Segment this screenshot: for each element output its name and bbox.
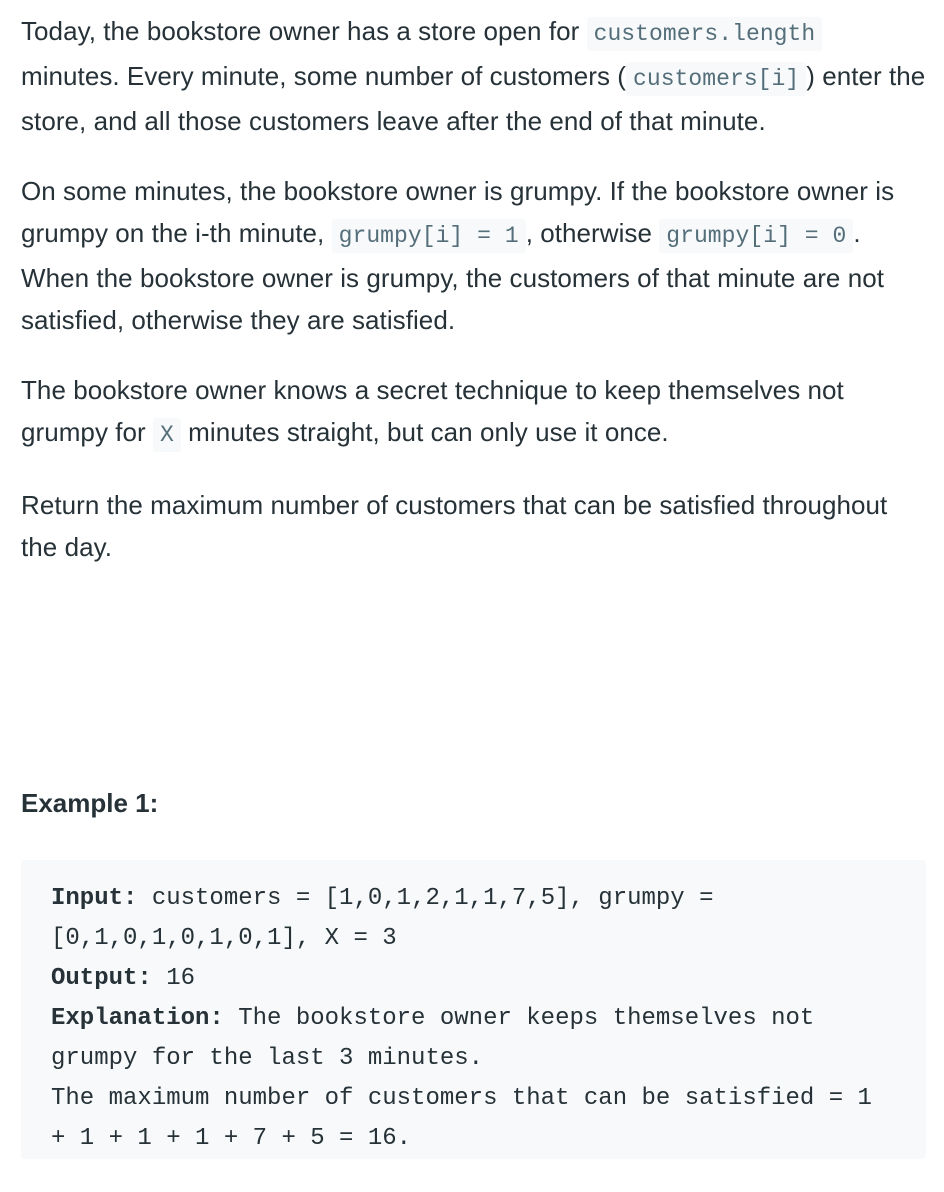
technique-paragraph xyxy=(21,369,926,456)
grumpy-paragraph xyxy=(21,170,926,341)
intro-paragraph xyxy=(21,10,926,142)
example-code-block xyxy=(21,860,926,1159)
text: Return the maximum number of customers that can be satisfied throughout the day. xyxy=(21,490,888,562)
explanation-label: Explanation: xyxy=(51,1005,224,1032)
inline-code-grumpy-0: grumpy[i] = 0 xyxy=(659,219,853,253)
text: Today, the bookstore owner has a store open for xyxy=(21,16,587,46)
return-paragraph xyxy=(21,484,926,568)
example-heading: Example 1: xyxy=(21,788,159,818)
inline-code-customers-i: customers[i] xyxy=(626,62,806,96)
text: The bookstore owner knows a secret technique to keep themselves not grumpy for xyxy=(21,375,844,447)
text: minutes. Every minute, some number of customers ( xyxy=(21,61,626,91)
output-label: Output: xyxy=(51,965,152,992)
inline-code-customers-length: customers.length xyxy=(587,17,823,51)
inline-code-grumpy-1: grumpy[i] = 1 xyxy=(332,219,526,253)
input-label: Input: xyxy=(51,885,138,912)
inline-code-x: X xyxy=(153,418,181,452)
explanation-value: The bookstore owner keeps themselves not grumpy for the last 3 minutes. The maximum number of customers that can be satisfied = 1 + 1 + 1 + 1 + 7 + 5 = 16. xyxy=(51,1005,872,1152)
output-value: 16 xyxy=(151,965,196,992)
text: On some minutes, the bookstore owner is grumpy. If the bookstore owner is grumpy on the i-th minute, xyxy=(21,176,895,248)
text: ) enter the store, and all those customers leave after the end of that minute. xyxy=(21,61,926,136)
text: minutes straight, but can only use it once. xyxy=(180,417,669,447)
problem-description xyxy=(21,10,926,1152)
input-value: customers = [1,0,1,2,1,1,7,5], grumpy = [0,1,0,1,0,1,0,1], X = 3 xyxy=(51,885,728,952)
text: , otherwise xyxy=(525,218,660,248)
text: . When the bookstore owner is grumpy, the customers of that minute are not satisfied, otherwise they are satisfied. xyxy=(21,218,884,335)
